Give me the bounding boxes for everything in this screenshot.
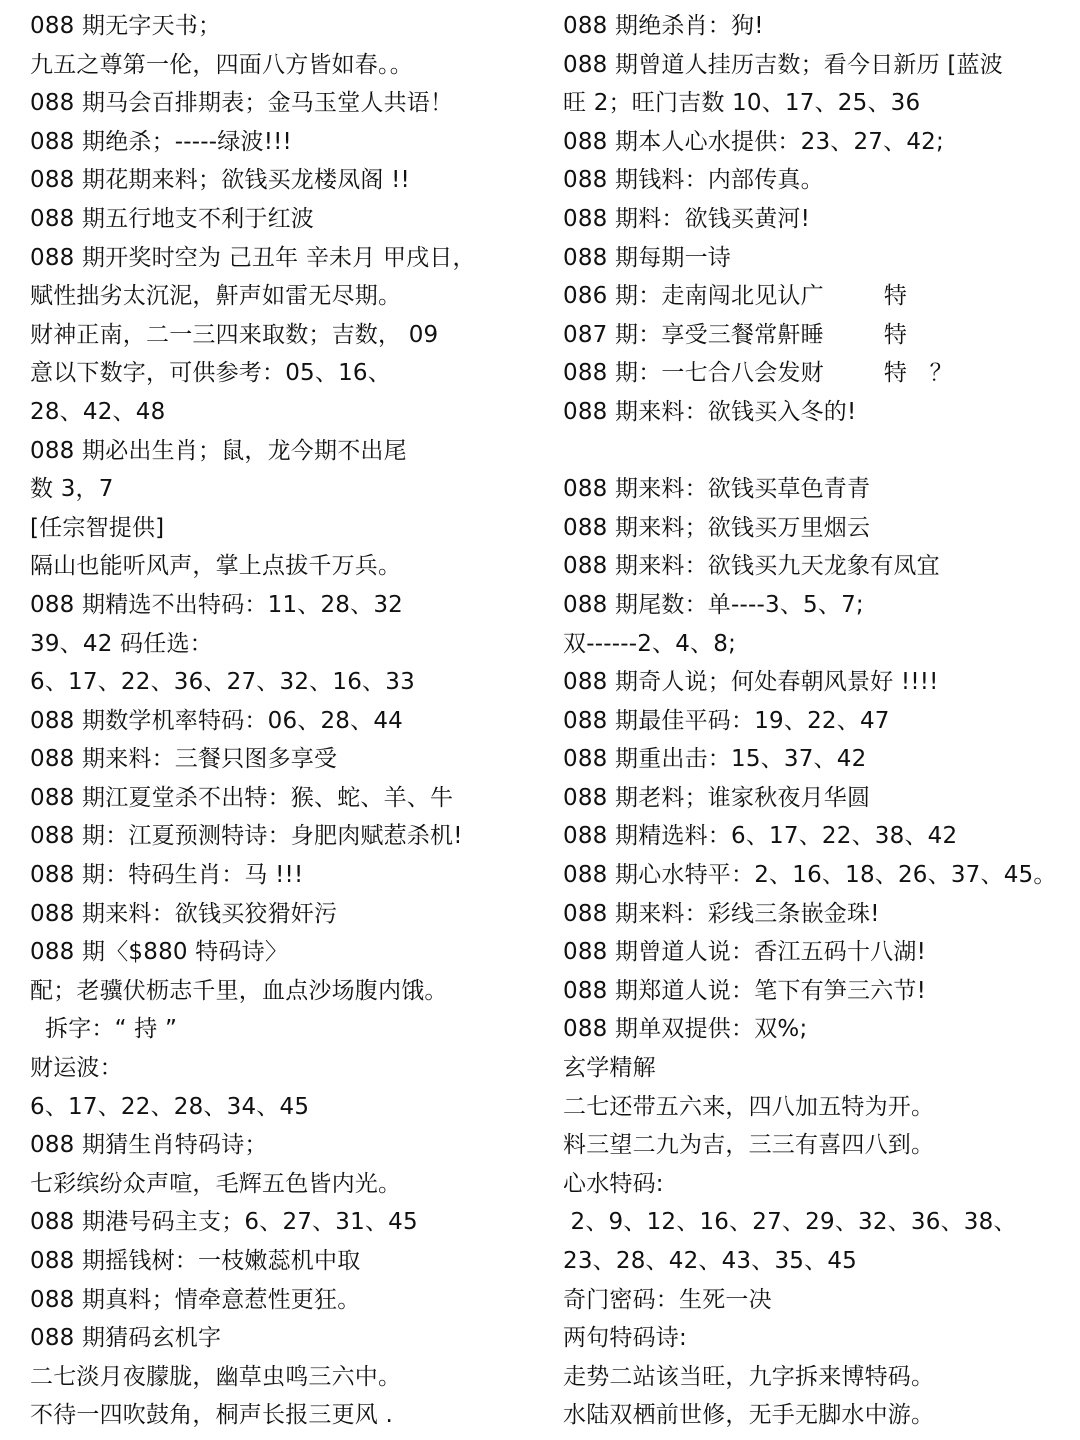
text-line: 走势二站该当旺，九字拆来博特码。 <box>563 1363 935 1390</box>
text-line: 财神正南，二一三四来取数；吉数， 09 <box>30 321 439 348</box>
text-line: 088 期料：欲钱买黄河! <box>563 205 811 232</box>
text-line: 088 期本人心水提供：23、27、42; <box>563 128 944 155</box>
text-line: 088 期来料：彩线三条嵌金珠! <box>563 900 880 927</box>
text-line: 39、42 码任选： <box>30 630 213 657</box>
text-line: 088 期每期一诗 <box>563 244 732 271</box>
text-line: 088 期曾道人挂历吉数；看今日新历 [蓝波 <box>563 51 1003 78</box>
text-line: 088 期必出生肖；鼠，龙今期不出尾 <box>30 437 407 464</box>
text-line: 088 期真料；情牵意惹性更狂。 <box>30 1286 361 1313</box>
text-line: 6、17、22、36、27、32、16、33 <box>30 669 415 696</box>
text-line: 088 期〈$880 特码诗〉 <box>30 939 289 966</box>
text-line: 6、17、22、28、34、45 <box>30 1093 310 1120</box>
text-line: 赋性拙劣太沉泥，鼾声如雷无尽期。 <box>30 283 402 310</box>
text-line: 088 期来料：欲钱买草色青青 <box>563 476 871 503</box>
right-column <box>563 7 1068 1435</box>
text-line: 数 3，7 <box>30 476 114 503</box>
text-line: 23、28、42、43、35、45 <box>563 1248 857 1274</box>
text-line: 088 期钱料：内部传真。 <box>563 167 824 194</box>
text-line: 088 期港号码主支；6、27、31、45 <box>30 1209 418 1236</box>
text-line: 拆字：“ 持 ” <box>30 1016 178 1043</box>
text-line: 088 期曾道人说：香江五码十八湖! <box>563 939 927 966</box>
text-line: 28、42、48 <box>30 398 166 425</box>
text-line: 088 期精选料：6、17、22、38、42 <box>563 823 958 850</box>
text-line: 088 期郑道人说：笔下有笋三六节! <box>563 977 927 1004</box>
text-line: 088 期马会百排期表；金马玉堂人共语！ <box>30 90 454 117</box>
text-line: 旺 2；旺门吉数 10、17、25、36 <box>563 90 921 117</box>
text-line: 088 期五行地支不利于红波 <box>30 205 315 232</box>
text-line: 二七淡月夜朦胧，幽草虫鸣三六中。 <box>30 1363 402 1390</box>
text-line: 086 期：走南闯北见认广 特 <box>563 283 908 310</box>
text-line: 088 期奇人说；何处春朝风景好 !!!! <box>563 669 939 696</box>
text-line: 088 期心水特平：2、16、18、26、37、45。 <box>563 862 1057 889</box>
text-line: 088 期单双提供：双%; <box>563 1016 808 1043</box>
text-line: 意以下数字，可供参考：05、16、 <box>30 360 391 387</box>
text-line: 088 期花期来料；欲钱买龙楼凤阁 !! <box>30 167 410 194</box>
text-line: [任宗智提供] <box>30 514 165 541</box>
text-line: 088 期江夏堂杀不出特：猴、蛇、羊、牛 <box>30 784 454 811</box>
text-line: 水陆双栖前世修，无手无脚水中游。 <box>563 1402 935 1429</box>
left-column <box>30 7 545 1435</box>
text-line: 不待一四吹鼓角，桐声长报三更风 . <box>30 1402 394 1429</box>
text-line: 088 期最佳平码：19、22、47 <box>563 707 890 734</box>
text-line: 088 期来料；欲钱买万里烟云 <box>563 514 871 541</box>
text-line: 088 期猜生肖特码诗； <box>30 1132 268 1159</box>
text-line: 两句特码诗: <box>563 1325 687 1352</box>
text-line: 隔山也能听风声，掌上点拔千万兵。 <box>30 553 402 580</box>
text-line: 七彩缤纷众声喧，毛辉五色皆内光。 <box>30 1170 402 1197</box>
text-line: 088 期猜码玄机字 <box>30 1325 222 1352</box>
text-line <box>563 432 1068 471</box>
text-line: 088 期来料：欲钱买狡猾奸污 <box>30 900 338 927</box>
text-line: 心水特码: <box>563 1170 664 1197</box>
text-line: 088 期绝杀肖：狗! <box>563 13 764 39</box>
text-line: 2、9、12、16、27、29、32、36、38、 <box>563 1209 1017 1236</box>
text-line: 奇门密码：生死一决 <box>563 1286 772 1313</box>
text-line: 088 期无字天书； <box>30 13 222 39</box>
text-line: 088 期：特码生肖：马 !!! <box>30 862 304 889</box>
text-line: 088 期老料；谁家秋夜月华圆 <box>563 784 871 811</box>
text-line: 配；老骥伏枥志千里，血点沙场腹内饿。 <box>30 977 448 1004</box>
text-line: 双------2、4、8; <box>563 630 737 657</box>
text-line: 088 期：一七合八会发财 特 ？ <box>563 360 953 387</box>
text-line: 088 期数学机率特码：06、28、44 <box>30 707 404 734</box>
text-line: 二七还带五六来，四八加五特为开。 <box>563 1093 935 1120</box>
text-line: 088 期开奖时空为 己丑年 辛未月 甲戌日， <box>30 244 476 271</box>
text-line: 087 期：享受三餐常鼾睡 特 <box>563 321 908 348</box>
text-line: 九五之尊第一伦，四面八方皆如春。。 <box>30 51 413 78</box>
text-line: 088 期来料：三餐只图多享受 <box>30 746 338 773</box>
text-line: 088 期精选不出特码：11、28、32 <box>30 591 404 618</box>
text-line: 088 期绝杀；-----绿波!!! <box>30 128 292 155</box>
text-line: 玄学精解 <box>563 1055 656 1082</box>
text-line: 088 期来料：欲钱买九天龙象有凤宜 <box>563 553 940 580</box>
text-line: 088 期：江夏预测特诗：身肥肉赋惹杀机! <box>30 823 463 850</box>
text-line: 088 期摇钱树：一枝嫩蕊机中取 <box>30 1248 361 1274</box>
text-line: 088 期来料：欲钱买入冬的! <box>563 398 857 425</box>
text-line: 料三望二九为吉，三三有喜四八到。 <box>563 1132 935 1159</box>
text-line: 财运波： <box>30 1055 123 1082</box>
text-line: 088 期重出击：15、37、42 <box>563 746 867 773</box>
text-line: 088 期尾数：单----3、5、7; <box>563 591 864 618</box>
